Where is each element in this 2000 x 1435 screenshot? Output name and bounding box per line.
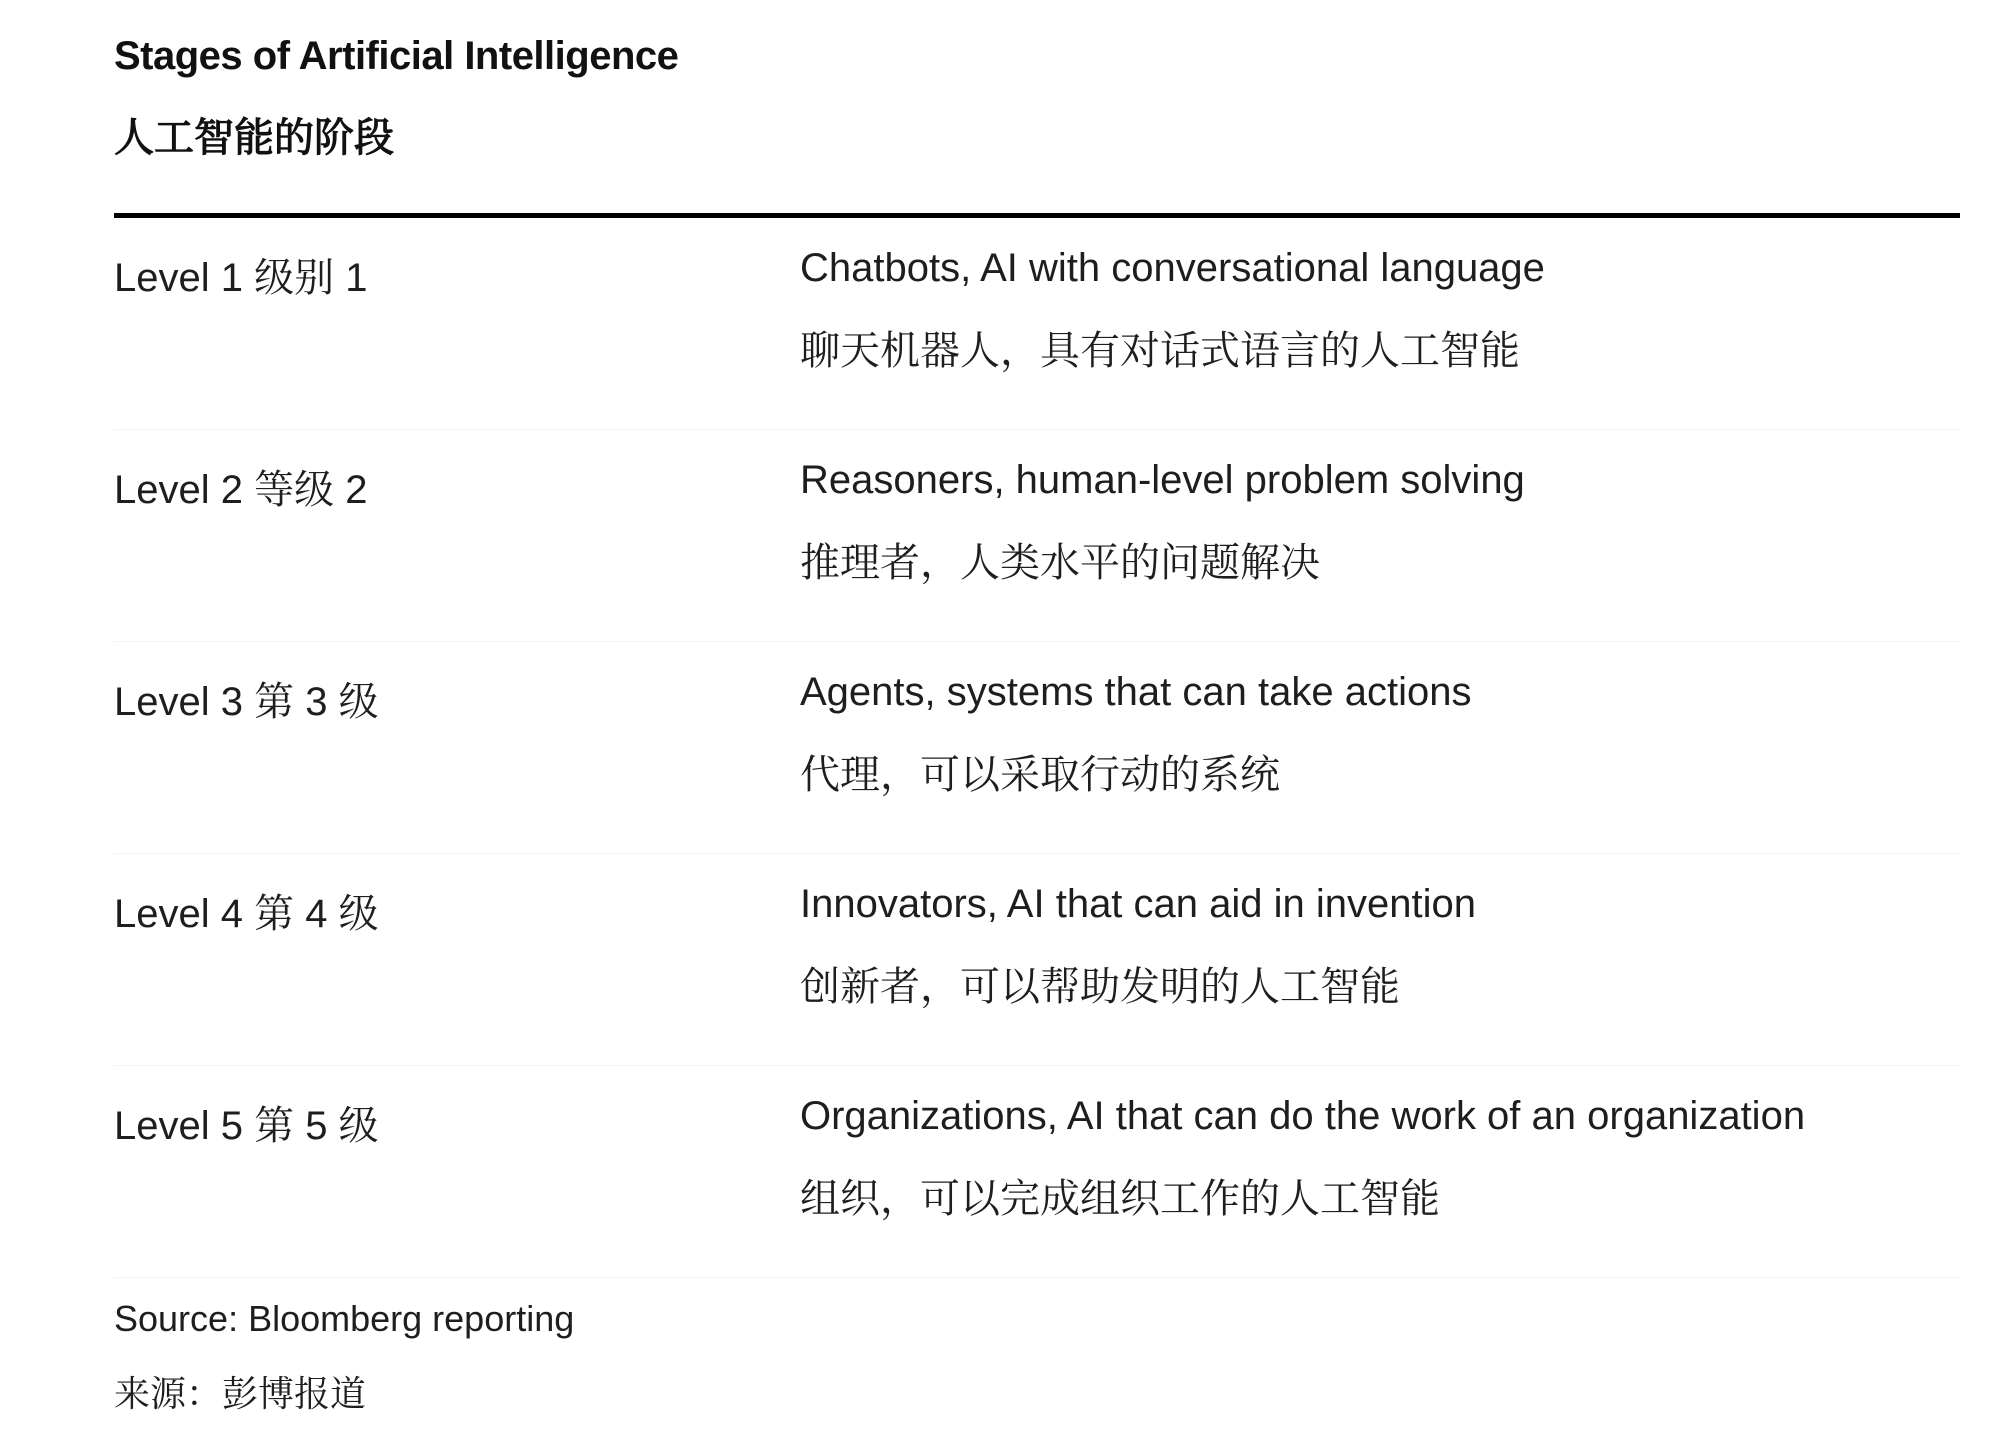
level-label: Level 4 第 4 级 <box>114 892 379 936</box>
levels-table <box>114 218 1960 1278</box>
level-description: Agents, systems that can take actions <box>800 670 1472 714</box>
level-description: Reasoners, human-level problem solving <box>800 458 1525 502</box>
level-description: Organizations, AI that can do the work of an organization <box>800 1094 1806 1138</box>
level-description-chinese: 聊天机器人，具有对话式语言的人工智能 <box>800 329 1520 373</box>
source-note-chinese: 来源：彭博报道 <box>114 1373 367 1414</box>
level-row-5 <box>114 1066 1960 1278</box>
page-title: Stages of Artificial Intelligence <box>114 34 679 78</box>
level-description: Chatbots, AI with conversational language <box>800 246 1545 290</box>
document-page <box>114 0 1960 1435</box>
level-label: Level 1 级别 1 <box>114 256 368 300</box>
level-description-chinese: 创新者，可以帮助发明的人工智能 <box>800 965 1400 1009</box>
level-description-chinese: 推理者，人类水平的问题解决 <box>800 541 1320 585</box>
level-description: Innovators, AI that can aid in invention <box>800 882 1476 926</box>
level-row-2 <box>114 430 1960 642</box>
source-note: Source: Bloomberg reporting <box>114 1298 575 1339</box>
level-row-4 <box>114 854 1960 1066</box>
level-label: Level 2 等级 2 <box>114 468 368 512</box>
level-label: Level 5 第 5 级 <box>114 1104 379 1148</box>
level-row-3 <box>114 642 1960 854</box>
page-title-chinese: 人工智能的阶段 <box>114 116 394 160</box>
level-label: Level 3 第 3 级 <box>114 680 379 724</box>
level-row-1 <box>114 218 1960 430</box>
level-description-chinese: 组织，可以完成组织工作的人工智能 <box>800 1177 1440 1221</box>
level-description-chinese: 代理，可以采取行动的系统 <box>800 753 1280 797</box>
